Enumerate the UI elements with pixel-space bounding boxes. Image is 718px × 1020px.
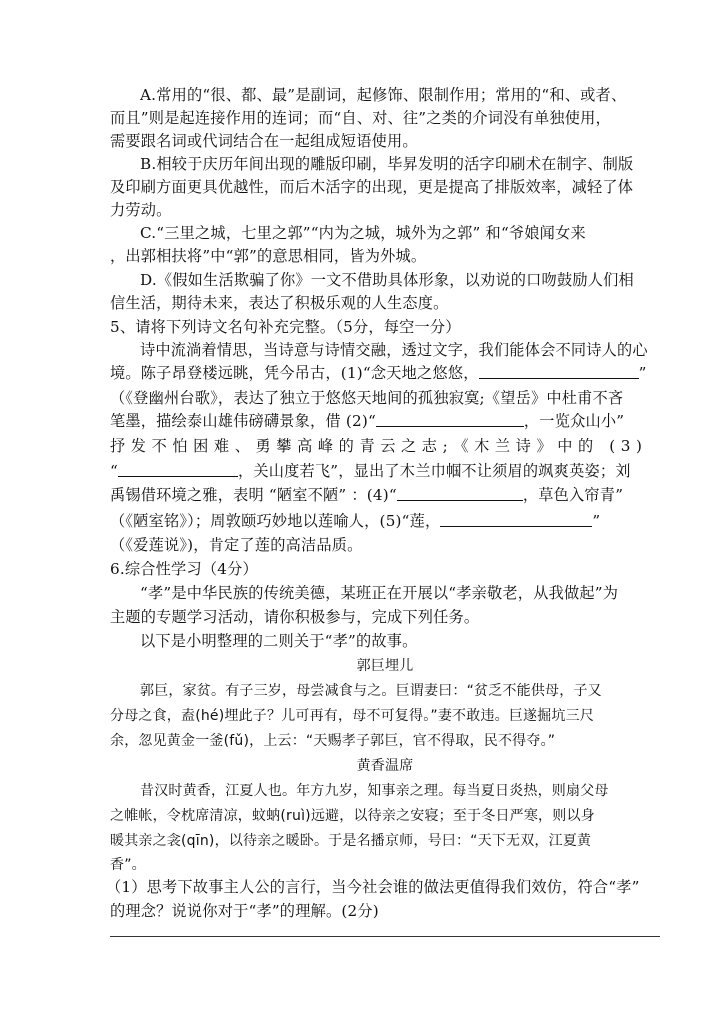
question6-intro-line2: 主题的专题学习活动，请你积极参与，完成下列任务。 — [110, 608, 480, 626]
question5-text-line3: （《登幽州台歌》，表达了独立于悠悠天地间的孤独寂寞;《望岳》中杜甫不吝 — [110, 389, 624, 407]
answer-blank-5[interactable] — [440, 511, 592, 527]
question5-text-line1: 诗中流淌着情思，当诗意与诗情交融，透过文字，我们能体会不同诗人的心 — [140, 341, 648, 359]
story2-line2: 之帷帐，令枕席清凉，蚊蚋(ruì)远避，以待亲之安寝；至于冬日严寒，则以身 — [110, 808, 595, 824]
option-a-line1: A.常用的“很、都、最”是副词，起修饰、限制作用；常用的“和、或者、 — [140, 86, 627, 104]
answer-line[interactable] — [110, 936, 660, 937]
option-b-line3: 力劳动。 — [110, 201, 172, 219]
question5-text-line8 — [110, 510, 660, 533]
story2-title: 黄香温席 — [356, 758, 414, 774]
question5-line4-end: ，一览众山小” — [523, 412, 625, 430]
question5-line7-end: ，草色入帘青” — [522, 486, 624, 504]
question6-intro-line3: 以下是小明整理的二则关于“孝”的故事。 — [140, 632, 418, 650]
question5-line2-text: 境。陈子昂登楼远眺，凭今吊古，(1)“念天地之悠悠， — [110, 364, 479, 382]
option-d-line2: 信生活，期待未来，表达了积极乐观的人生态度。 — [110, 294, 449, 312]
question6-intro-line1: “孝”是中华民族的传统美德，某班正在开展以“孝亲敬老，从我做起”为 — [140, 584, 619, 602]
option-b-line2: 及印刷方面更具优越性，而后木活字的出现，更是提高了排版效率，减轻了体 — [110, 178, 634, 196]
question5-line2-end: ” — [638, 364, 647, 382]
question5-line8-end: ” — [592, 512, 601, 530]
question5-line4-text: 笔墨，描绘泰山雄伟磅礴景象，借 (2)“ — [110, 412, 376, 430]
answer-blank-3[interactable] — [118, 461, 238, 477]
answer-blank-1[interactable] — [479, 363, 639, 379]
story2-line3: 暖其亲之衾(qīn)，以待亲之暖卧。于是名播京师，号曰：“天下无双，江夏黄 — [110, 833, 592, 849]
question5-text-line5: 抒发不怕困难、勇攀高峰的青云之志;《木兰诗》中的 (3) — [110, 437, 648, 455]
question5-text-line7 — [110, 484, 660, 507]
question5-title: 5、请将下列诗文名句补充完整。（5分，每空一分） — [110, 318, 461, 336]
question6-title: 6.综合性学习（4分） — [110, 560, 258, 578]
question5-text-line4 — [110, 410, 660, 433]
story1-line1: 郭巨，家贫。有子三岁，母尝减食与之。巨谓妻曰：“贫乏不能供母，子又 — [140, 683, 602, 699]
story2-line1: 昔汉时黄香，江夏人也。年方九岁，知事亲之理。每当夏日炎热，则扇父母 — [140, 783, 609, 799]
question5-line6-text: ，关山度若飞”，显出了木兰巾帼不让须眉的飒爽英姿；刘 — [237, 462, 631, 480]
answer-blank-2[interactable] — [376, 411, 524, 427]
question5-text-line2 — [110, 362, 660, 385]
option-c-line1: C.“三里之城，七里之郭”“内为之城，城外为之郭” 和“爷娘闻女来 — [140, 224, 586, 242]
story1-line2: 分母之食，盍(hé)埋此子？儿可再有，母不可复得。”妻不敢违。巨遂掘坑三尺 — [110, 708, 595, 724]
question5-text-line6 — [110, 460, 660, 483]
question5-line6-open: “ — [110, 462, 118, 480]
option-a-line2: 而且”则是起连接作用的连词；而“自、对、往”之类的介词没有单独使用， — [110, 109, 611, 127]
answer-blank-4[interactable] — [397, 485, 523, 501]
question6-sub1-line1: （1）思考下故事主人公的言行，当今社会谁的做法更值得我们效仿，符合“孝” — [106, 878, 640, 896]
option-b-line1: B.相较于庆历年间出现的雕版印刷，毕昇发明的活字印刷术在制字、制版 — [140, 155, 634, 173]
question5-line7-text: 禹锡借环境之雅，表明 “陋室不陋” ：(4)“ — [110, 486, 397, 504]
option-d-line1: D.《假如生活欺骗了你》一文不借助具体形象，以劝说的口吻鼓励人们相 — [140, 271, 634, 289]
question5-line8-text: （《陋室铭》）；周敦颐巧妙地以莲喻人，(5)“莲， — [110, 512, 441, 530]
story2-line4: 香”。 — [110, 857, 146, 873]
option-a-line3: 需要跟名词或代词结合在一起组成短语使用。 — [110, 132, 418, 150]
story1-line3: 余，忽见黄金一釜(fǔ)，上云：“天赐孝子郭巨，官不得取，民不得夺。” — [110, 733, 556, 749]
story1-title: 郭巨埋儿 — [356, 658, 414, 674]
question6-sub1-line2: 的理念？说说你对于“孝”的理解。(2分) — [110, 902, 379, 920]
question5-text-line9: （《爱莲说》)，肯定了莲的高洁品质。 — [110, 536, 363, 554]
option-c-line2: ，出郭相扶将”中“郭”的意思相同，皆为外城。 — [110, 247, 427, 265]
